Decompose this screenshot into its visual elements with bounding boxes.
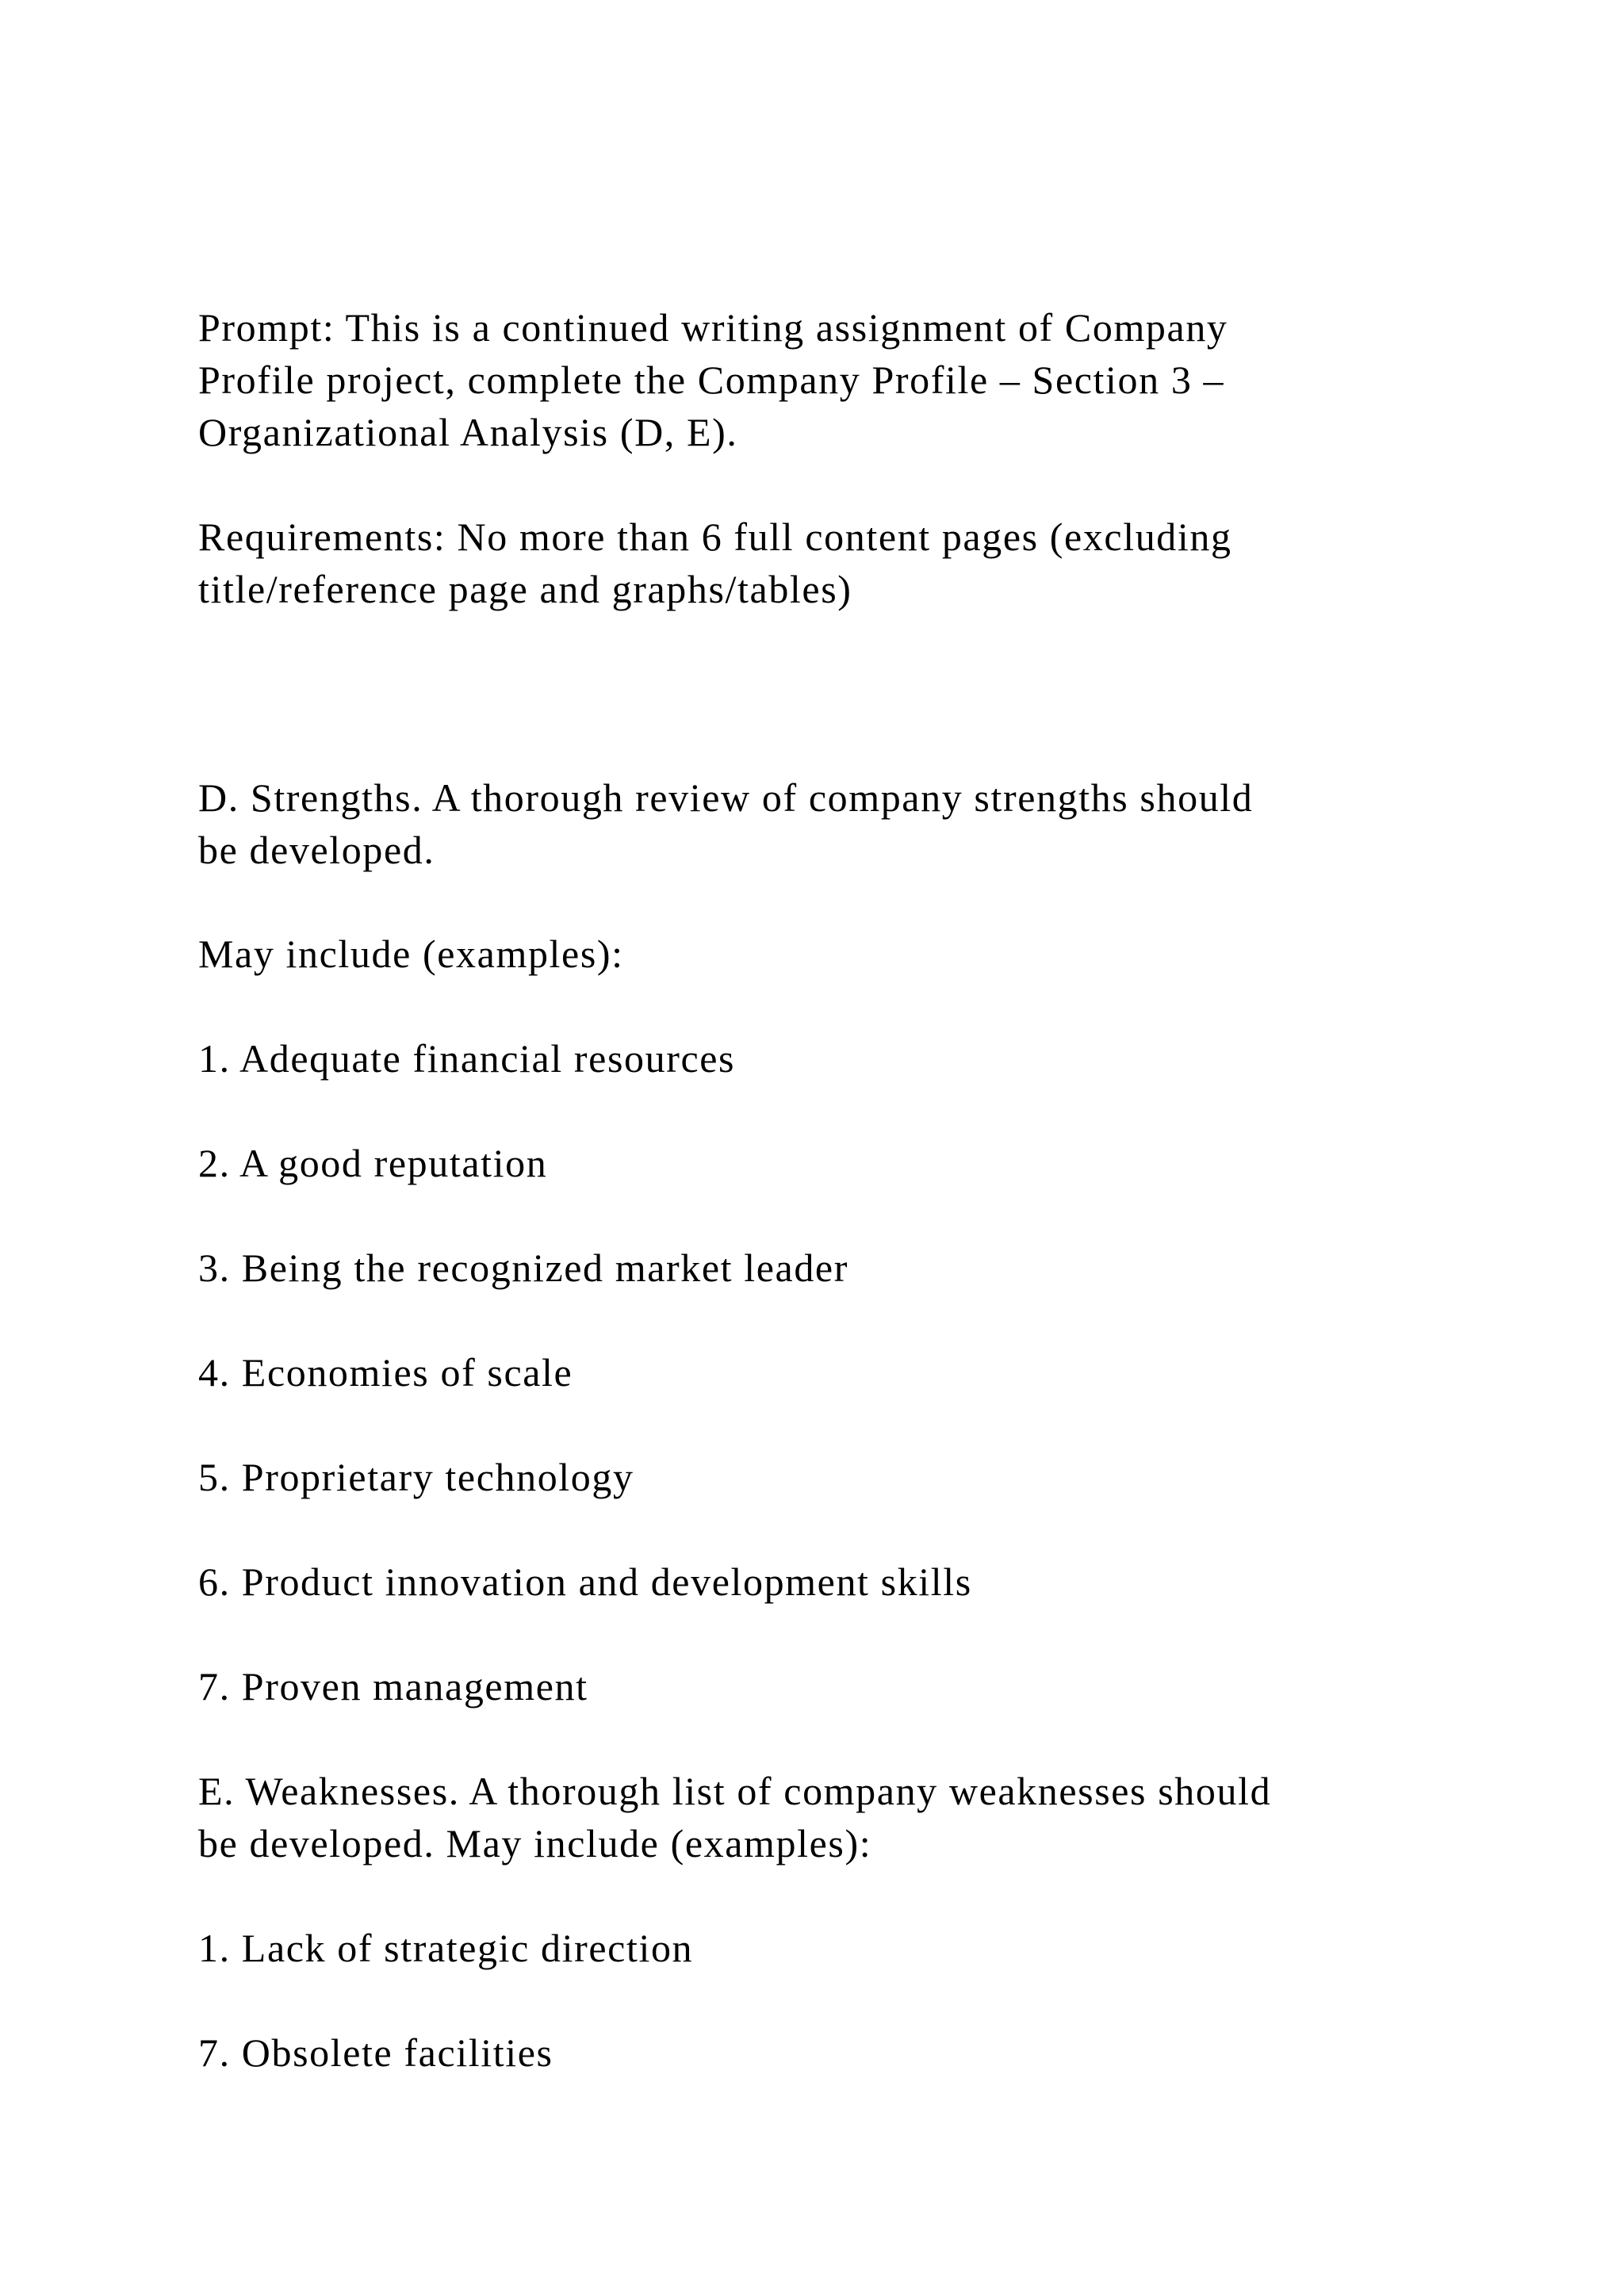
strengths-heading-line-2: be developed.: [198, 828, 435, 872]
strengths-item: 4. Economies of scale: [198, 1350, 573, 1395]
strengths-item: 3. Being the recognized market leader: [198, 1246, 848, 1290]
weaknesses-heading-line-1: E. Weaknesses. A thorough list of company weaknesses should: [198, 1769, 1272, 1813]
strengths-item: 5. Proprietary technology: [198, 1455, 634, 1499]
strengths-item: 7. Proven management: [198, 1664, 588, 1709]
strengths-item: 6. Product innovation and development skills: [198, 1559, 972, 1604]
weaknesses-heading-line-2: be developed. May include (examples):: [198, 1821, 872, 1866]
prompt-line-2: Profile project, complete the Company Profile – Section 3 –: [198, 358, 1225, 402]
strengths-item: 1. Adequate financial resources: [198, 1036, 736, 1081]
prompt-line-1: Prompt: This is a continued writing assignment of Company: [198, 305, 1228, 350]
requirements-line-2: title/reference page and graphs/tables): [198, 567, 852, 611]
strengths-intro: May include (examples):: [198, 932, 624, 976]
strengths-heading-line-1: D. Strengths. A thorough review of company strengths should: [198, 775, 1254, 820]
requirements-line-1: Requirements: No more than 6 full content pages (excluding: [198, 515, 1232, 559]
weaknesses-item: 1. Lack of strategic direction: [198, 1926, 694, 1970]
weaknesses-item: 7. Obsolete facilities: [198, 2030, 553, 2075]
prompt-line-3: Organizational Analysis (D, E).: [198, 410, 738, 454]
strengths-item: 2. A good reputation: [198, 1141, 548, 1185]
